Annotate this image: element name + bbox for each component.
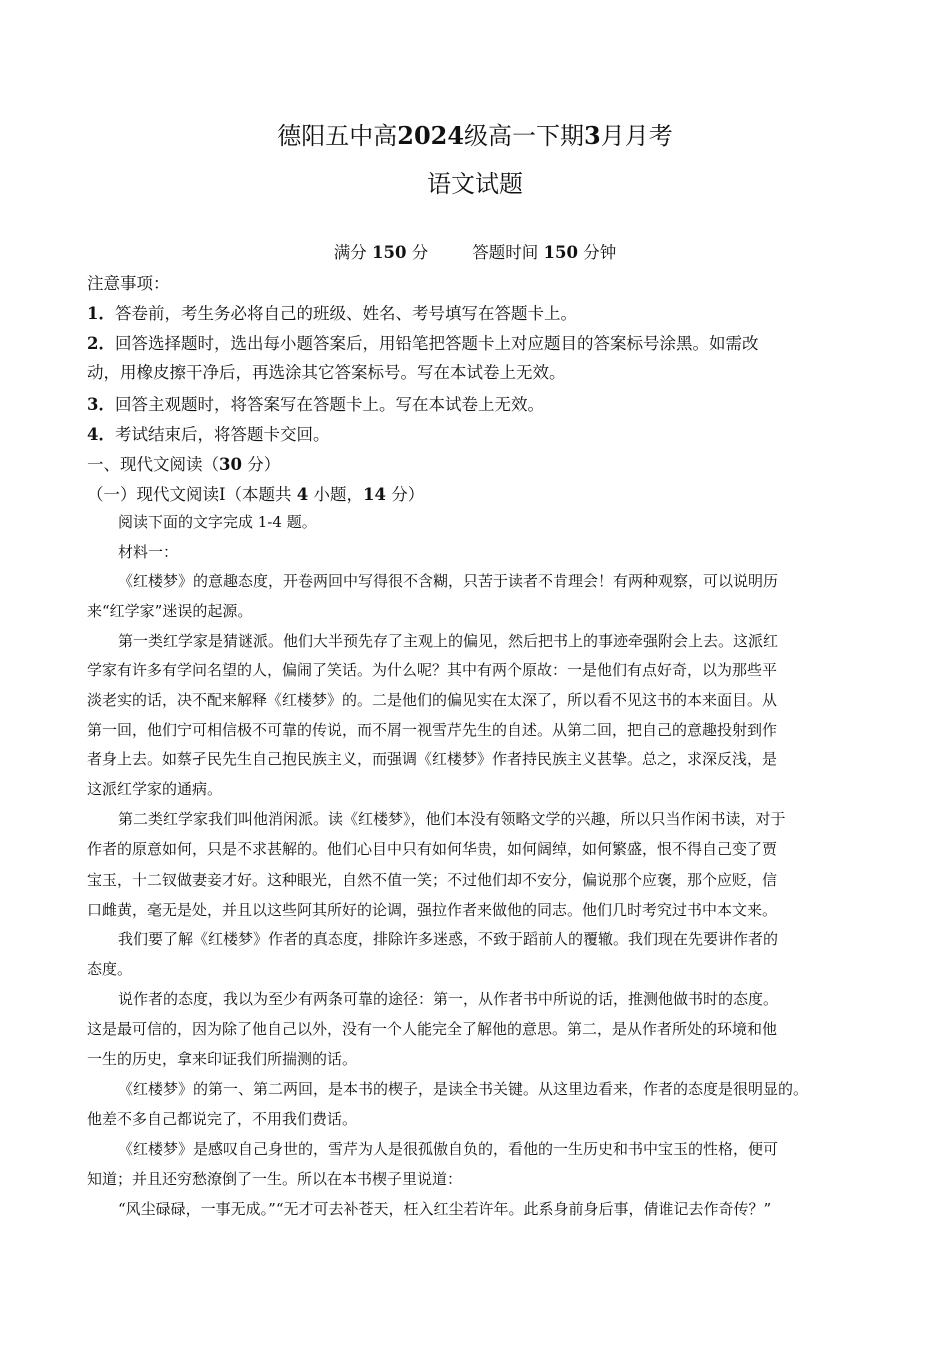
question-count: 4 xyxy=(296,485,309,504)
exam-subtitle: 语文试题 xyxy=(427,170,523,198)
notice-text: 考试结束后，将答题卡交回。 xyxy=(114,425,330,444)
passage-line: 知道；并且还穷愁潦倒了一生。所以在本书楔子里说道： xyxy=(87,1170,463,1188)
passage-line: “风尘碌碌，一事无成。”“无才可去补苍天，枉入红尘若许年。此系身前身后事，倩谁记去作奇传？” xyxy=(118,1200,772,1218)
subsection-text: 小题， xyxy=(308,485,363,504)
subsection-text: （一）现代文阅读Ⅰ（本题共 xyxy=(87,485,297,504)
notice-text: 回答选择题时，选出每小题答案后，用铅笔把答题卡上对应题目的答案标号涂黑。如需改 xyxy=(114,334,759,353)
notice-num: 1． xyxy=(87,304,115,323)
passage-line: 来“红学家”迷误的起源。 xyxy=(87,602,253,620)
passage-line: 第一类红学家是猜谜派。他们大半预先存了主观上的偏见，然后把书上的事迹牵强附会上去。这派红 xyxy=(118,632,779,650)
notice-item-1 xyxy=(87,300,877,324)
section-points: 30 xyxy=(219,455,242,474)
subsection-points: 14 xyxy=(363,485,386,504)
notice-text: 答卷前，考生务必将自己的班级、姓名、考号填写在答题卡上。 xyxy=(114,304,577,323)
notice-item-2 xyxy=(87,330,877,354)
passage-line: 说作者的态度，我以为至少有两条可靠的途径：第一，从作者书中所说的话，推测他做书时的态度。 xyxy=(118,990,779,1008)
title-year: 2024 xyxy=(397,121,465,150)
passage-line: 口雌黄，毫无是处，并且以这些阿其所好的论调，强拉作者来做他的同志。他们几时考究过书中本文来。 xyxy=(87,901,778,919)
section-heading-text: 分） xyxy=(241,455,281,474)
material-label: 材料一： xyxy=(118,543,179,561)
notice-num: 2． xyxy=(87,334,115,353)
passage-line: 作者的原意如何，只是不求甚解的。他们心目中只有如何华贵，如何阔绰，如何繁盛，恨不得自己变了贾 xyxy=(87,840,778,858)
passage-line: 第一回，他们宁可相信极不可靠的传说，而不屑一视雪芹先生的自述。从第二回，把自己的意趣投射到作 xyxy=(87,721,778,739)
time-unit: 分钟 xyxy=(583,243,617,262)
notice-text: 回答主观题时，将答案写在答题卡上。写在本试卷上无效。 xyxy=(114,395,544,414)
notice-num: 3． xyxy=(87,395,115,414)
exam-meta xyxy=(0,239,950,263)
time-value: 150 xyxy=(543,243,578,262)
score-unit: 分 xyxy=(411,243,429,262)
passage-line: 者身上去。如蔡孑民先生自己抱民族主义，而强调《红楼梦》作者持民族主义甚挚。总之，求深反浅，是 xyxy=(87,750,778,768)
notice-heading: 注意事项： xyxy=(87,274,170,293)
title-month: 3 xyxy=(584,121,601,150)
reading-instruction: 阅读下面的文字完成 1-4 题。 xyxy=(118,513,317,531)
subsection-text: 分） xyxy=(385,485,425,504)
score-label: 满分 xyxy=(333,243,367,262)
notice-item-4 xyxy=(87,421,877,445)
time-label: 答题时间 xyxy=(472,243,539,262)
title-part: 级高一下期 xyxy=(464,122,585,150)
subsection-heading xyxy=(87,481,877,505)
passage-line: 学家有许多有学问名望的人，偏闹了笑话。为什么呢？其中有两个原故：一是他们有点好奇，以为那些平 xyxy=(87,661,778,679)
passage-line: 一生的历史，拿来印证我们所揣测的话。 xyxy=(87,1050,358,1068)
section-heading xyxy=(87,451,877,475)
passage-line: 这派红学家的通病。 xyxy=(87,780,223,798)
section-heading-text: 一、现代文阅读（ xyxy=(87,455,219,474)
passage-line: 我们要了解《红楼梦》作者的真态度，排除许多迷惑，不致于蹈前人的覆辙。我们现在先要讲作者的 xyxy=(118,930,779,948)
title-part: 德阳五中高 xyxy=(277,122,398,150)
passage-line: 淡老实的话，决不配来解释《红楼梦》的。二是他们的偏见实在太深了，所以看不见这书的本来面目。从 xyxy=(87,691,778,709)
title-part: 月月考 xyxy=(600,122,673,150)
passage-line: 第二类红学家我们叫他消闲派。读《红楼梦》，他们本没有领略文学的兴趣，所以只当作闲书读，对于 xyxy=(118,810,786,828)
exam-title xyxy=(0,116,950,151)
notice-num: 4． xyxy=(87,425,115,444)
notice-item-2-cont: 动，用橡皮擦干净后，再选涂其它答案标号。写在本试卷上无效。 xyxy=(87,363,566,382)
score-value: 150 xyxy=(372,243,407,262)
passage-line: 这是最可信的，因为除了他自己以外，没有一个人能完全了解他的意思。第二，是从作者所处的环境和他 xyxy=(87,1020,778,1038)
passage-line: 他差不多自己都说完了，不用我们费话。 xyxy=(87,1110,358,1128)
notice-item-3 xyxy=(87,391,877,415)
passage-line: 宝玉，十二钗做妻妾才好。这种眼光，自然不值一笑；不过他们却不安分，偏说那个应褒，那个应贬，信 xyxy=(87,871,778,889)
passage-line: 《红楼梦》的意趣态度，开卷两回中写得很不含糊，只苦于读者不肯理会！有两种观察，可以说明历 xyxy=(118,572,779,590)
passage-line: 态度。 xyxy=(87,960,133,978)
passage-line: 《红楼梦》的第一、第二两回，是本书的楔子，是读全书关键。从这里边看来，作者的态度是很明显的。 xyxy=(118,1080,809,1098)
passage-line: 《红楼梦》是感叹自己身世的，雪芹为人是很孤傲自负的，看他的一生历史和书中宝玉的性格，便可 xyxy=(118,1140,779,1158)
